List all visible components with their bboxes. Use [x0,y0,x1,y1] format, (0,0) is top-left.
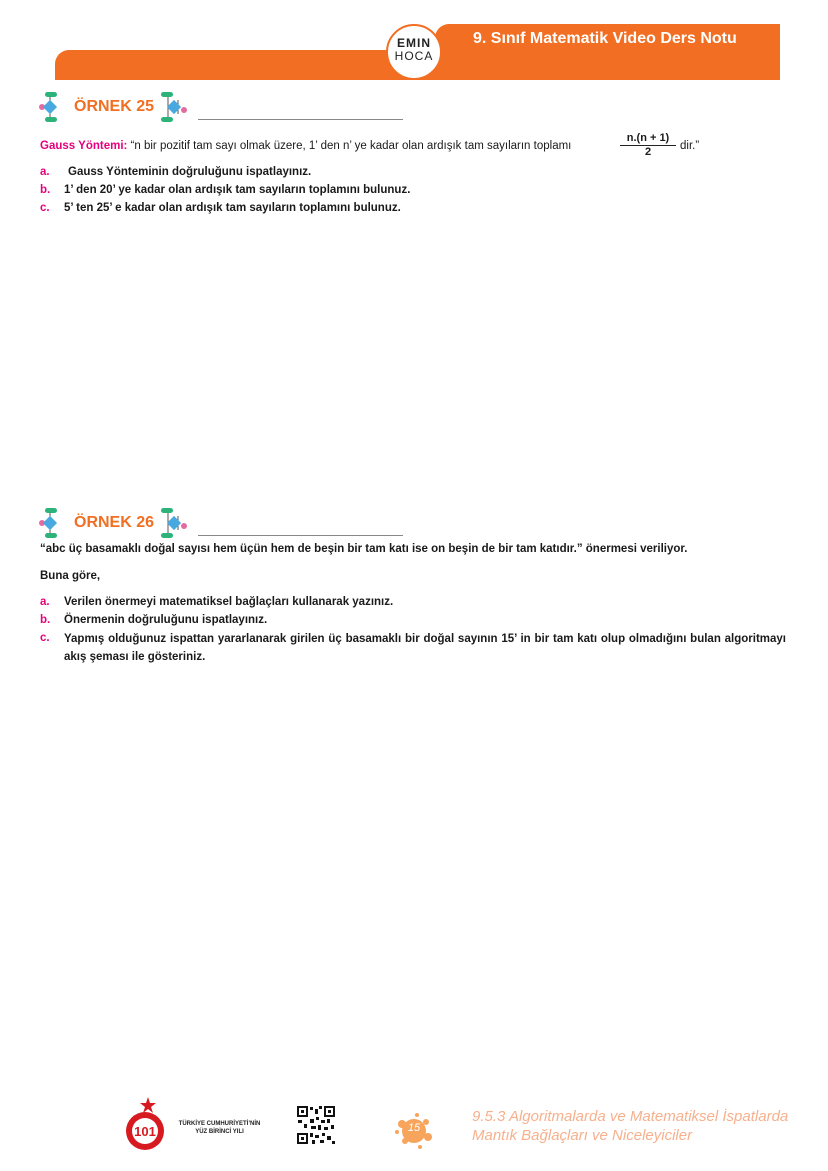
centenary-logo-text: 101 [134,1124,156,1139]
gauss-end: dir.” [680,140,700,152]
flowchart-icon [38,506,72,540]
flowchart-icon [156,506,194,540]
qr-code [296,1105,336,1145]
flowchart-icon [156,90,194,124]
heading-underline [198,119,403,120]
page-number: 15 [407,1122,421,1134]
item-text: Gauss Yönteminin doğruluğunu ispatlayınız. [68,166,312,178]
item-letter: b. [40,614,51,626]
centenary-line-1: TÜRKİYE CUMHURİYETİ’NİN [178,1121,261,1127]
item-letter: a. [40,596,50,608]
logo-line-2: HOCA [394,49,434,63]
item-text: Yapmış olduğunuz ispattan yararlanarak girilen üç basamaklı bir doğal sayının 15’ in bir tam katı olup olmadığını bulan algoritmayı akış şeması ile gösteriniz. [64,633,786,663]
centenary-caption [172,1120,267,1136]
heading-underline [198,535,403,536]
emin-hoca-logo [386,24,442,80]
gauss-label: Gauss Yöntemi: [40,140,128,152]
gauss-fraction [620,131,676,159]
example-26-statement: “abc üç basamaklı doğal sayısı hem üçün hem de beşin bir tam katı ise on beşin de bir tam katıdır.” önermesi veriliyor. [40,543,688,555]
item-text: 1’ den 20’ ye kadar olan ardışık tam sayıların toplamını bulunuz. [64,184,411,196]
item-letter: c. [40,202,50,214]
list-item [40,630,788,666]
centenary-logo [118,1095,172,1153]
flowchart-icon [38,90,72,124]
fraction-numerator: n.(n + 1) [620,131,676,146]
fraction-denominator: 2 [644,146,652,158]
item-letter: a. [40,166,50,178]
item-letter: b. [40,184,51,196]
item-letter: c. [40,632,50,644]
logo-line-1: EMIN [397,36,431,50]
centenary-line-2: YÜZ BİRİNCİ YILI [195,1129,244,1135]
item-text: 5’ ten 25’ e kadar olan ardışık tam sayıların toplamını bulunuz. [64,202,401,214]
example-26-title: ÖRNEK 26 [74,514,155,531]
gauss-text: “n bir pozitif tam sayı olmak üzere, 1’ den n’ ye kadar olan ardışık tam sayıların toplamı [130,140,572,152]
gauss-intro [40,138,620,154]
header-title: 9. Sınıf Matematik Video Ders Notu [435,24,780,54]
example-25-title: ÖRNEK 25 [74,98,155,115]
footer-section-title: 9.5.3 Algoritmalarda ve Matematiksel İspatlarda Mantık Bağlaçları ve Niceleyiciler [472,1108,789,1144]
example-25-heading [38,90,403,124]
item-text: Önermenin doğruluğunu ispatlayınız. [64,614,268,626]
item-text: Verilen önermeyi matematiksel bağlaçları kullanarak yazınız. [64,596,394,608]
example-26-heading [38,506,403,540]
example-26-lead: Buna göre, [40,570,101,582]
